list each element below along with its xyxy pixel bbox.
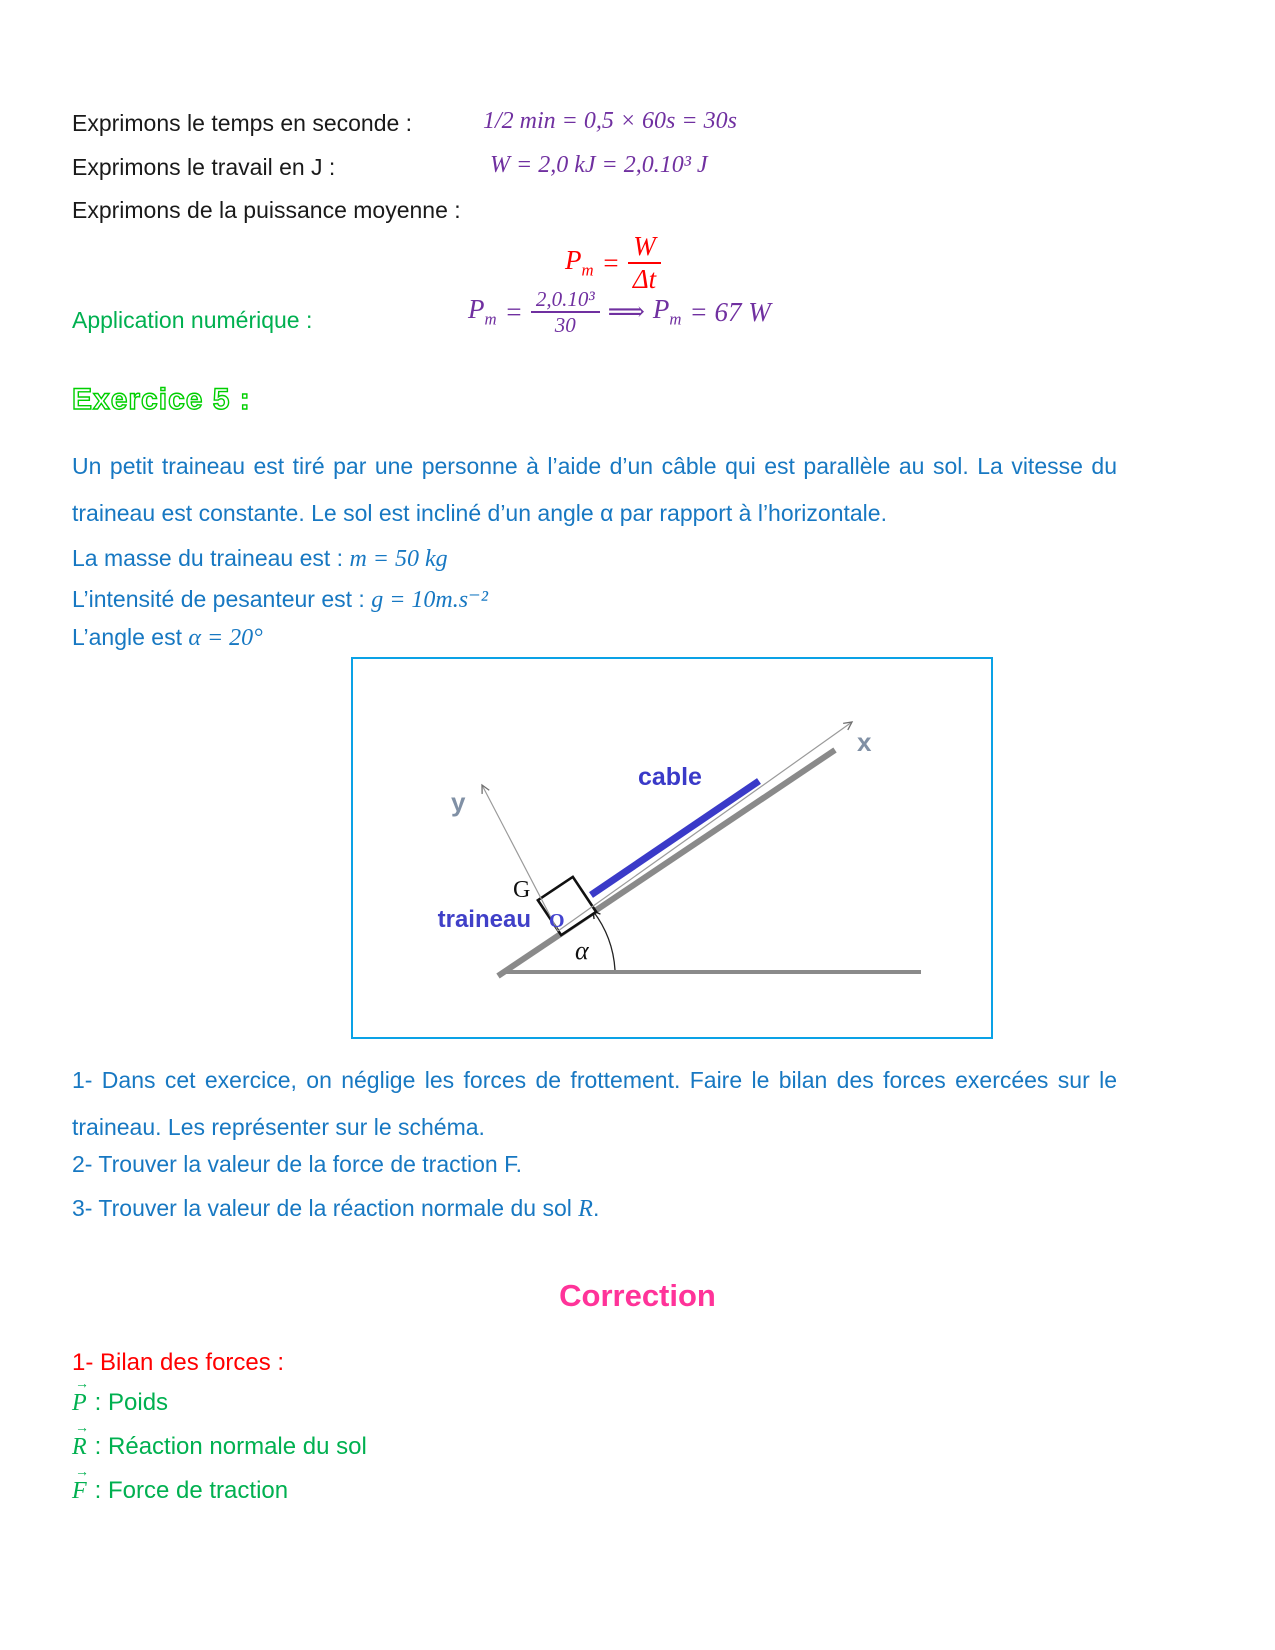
- vector-arrow: →: [75, 1421, 89, 1436]
- an-rhs: $P_m$: [652, 294, 682, 329]
- an-result: = 67 W: [689, 296, 771, 327]
- angle-label: L’angle est: [72, 624, 189, 650]
- exercise-intro-paragraph: Un petit traineau est tiré par une personne à l’aide d’un câble qui est parallèle au sol. La vitesse du traineau est constante. Le sol est incliné d’un angle α par rapport à l’horizontale.: [72, 453, 1117, 526]
- x-axis-line: [558, 722, 852, 931]
- cable-line: [591, 781, 759, 895]
- question-3-math: R: [578, 1196, 593, 1222]
- an-lhs: $P_m$: [468, 294, 497, 329]
- force-poids-label: : Poids: [94, 1389, 169, 1416]
- question-1: 1- Dans cet exercice, on néglige les forces de frottement. Faire le bilan des forces exercées sur le traineau. Les représenter sur le schéma.: [72, 1067, 1117, 1140]
- force-traction-label: : Force de traction: [94, 1477, 289, 1504]
- equals-sign: =: [601, 247, 620, 278]
- an-fraction: $\frac{\text{2,0.10³}}{30}$: [531, 287, 600, 337]
- gravity-line: [72, 585, 488, 614]
- power-formula-fraction: $\frac{W}{\Delta t}$: [628, 231, 661, 295]
- x-axis-label: x: [857, 727, 872, 757]
- work-label: Exprimons le travail en J :: [72, 154, 336, 180]
- vector-arrow: →: [75, 1465, 89, 1480]
- question-3: [72, 1195, 599, 1223]
- mass-label: La masse du traineau est :: [72, 545, 350, 571]
- force-reaction-label: : Réaction normale du sol: [94, 1433, 367, 1460]
- exercise-title: Exercice 5 :: [72, 383, 251, 416]
- an-equals: =: [504, 296, 523, 327]
- work-math: W = 2,0 kJ = 2,0.10³ J: [490, 152, 708, 178]
- vector-p: → P: [72, 1377, 89, 1416]
- mass-line: [72, 545, 448, 573]
- application-numerique-formula: [468, 287, 771, 337]
- power-formula: [565, 231, 661, 295]
- time-math: 1/2 min = 0,5 × 60s = 30s: [483, 108, 737, 134]
- correction-heading: Correction: [559, 1278, 716, 1313]
- traineau-label: traineau: [437, 906, 531, 933]
- force-reaction-line: [72, 1421, 367, 1461]
- question-2: 2- Trouver la valeur de la force de traction F.: [72, 1151, 522, 1177]
- implies-arrow: ⟹: [607, 297, 645, 327]
- vector-r: → R: [72, 1421, 89, 1460]
- force-poids-line: [72, 1377, 169, 1417]
- question-3-text: 3- Trouver la valeur de la réaction normale du sol: [72, 1195, 579, 1221]
- time-label: Exprimons le temps en seconde :: [72, 110, 413, 136]
- gravity-math: g = 10m.s⁻²: [371, 587, 488, 613]
- bilan-des-forces-label: 1- Bilan des forces :: [72, 1349, 285, 1376]
- vector-arrow: →: [75, 1377, 89, 1392]
- gravity-label: L’intensité de pesanteur est :: [72, 586, 372, 612]
- question-3-end: .: [592, 1195, 600, 1221]
- power-label: Exprimons de la puissance moyenne :: [72, 197, 461, 223]
- angle-arc: [593, 911, 615, 970]
- incline-diagram: [351, 657, 993, 1039]
- application-numerique-label: Application numérique :: [72, 307, 313, 333]
- g-point-label: G: [513, 877, 531, 903]
- angle-line: [72, 624, 263, 652]
- angle-math: α = 20°: [188, 625, 263, 651]
- sled-rect: [538, 877, 596, 935]
- mass-math: m = 50 kg: [349, 546, 448, 572]
- alpha-label: α: [575, 936, 589, 965]
- vector-f: → F: [72, 1465, 89, 1504]
- force-traction-line: [72, 1465, 289, 1505]
- y-axis-label: y: [451, 787, 466, 817]
- power-formula-lhs: $P_m$: [565, 245, 594, 280]
- cable-label: cable: [638, 763, 702, 791]
- origin-label: O: [549, 910, 565, 932]
